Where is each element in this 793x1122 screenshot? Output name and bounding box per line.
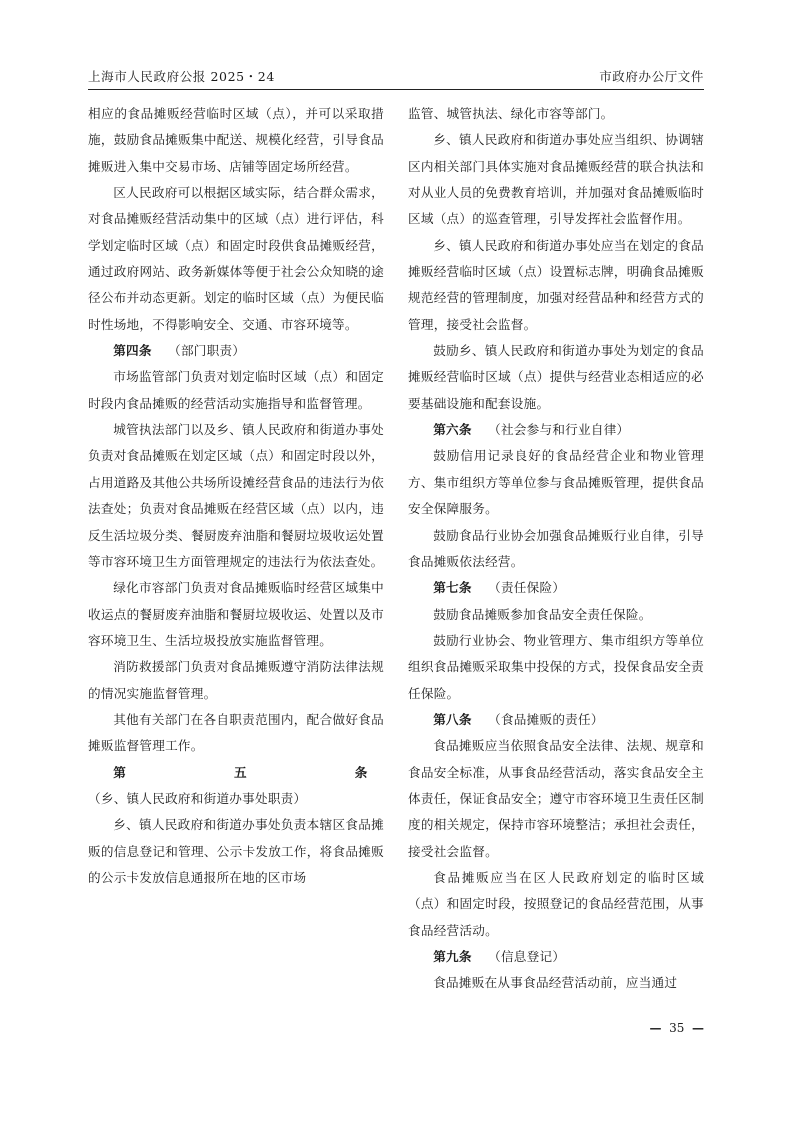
article-heading: [408, 944, 704, 970]
article-number: 第五条: [113, 764, 368, 780]
article-title: （部门职责）: [168, 343, 246, 359]
paragraph: 乡、镇人民政府和街道办事处应当组织、协调辖区内相关部门具体实施对食品摊贩经营的联合执法和对从业人员的免费教育培训，并加强对食品摊贩临时区域（点）的巡查管理，引导发挥社会监督作用。: [408, 132, 704, 227]
paragraph: 鼓励行业协会、物业管理方、集市组织方等单位组织食品摊贩采取集中投保的方式，投保食品安全责任保险。: [408, 632, 704, 701]
paragraph: 市场监管部门负责对划定临时区域（点）和固定时段内食品摊贩的经营活动实施指导和监督管理。: [88, 369, 384, 411]
article-number: 第九条: [433, 949, 472, 964]
article-heading: [408, 417, 704, 443]
article-number: 第七条: [433, 580, 472, 596]
paragraph: 食品摊贩应当在区人民政府划定的临时区域（点）和固定时段，按照登记的食品经营范围，从事食品经营活动。: [408, 869, 704, 938]
paragraph: 消防救援部门负责对食品摊贩遵守消防法律法规的情况实施监督管理。: [88, 659, 384, 701]
article-title: （信息登记）: [488, 949, 566, 964]
paragraph-continuation: 监管、城管执法、绿化市容等部门。: [408, 106, 614, 121]
footer-dash-left: —: [649, 1021, 662, 1035]
article-number: 第八条: [433, 711, 472, 727]
article-title: （社会参与和行业自律）: [488, 422, 630, 438]
article-heading: [408, 575, 704, 601]
paragraph: 乡、镇人民政府和街道办事处负责本辖区食品摊贩的信息登记和管理、公示卡发放工作，将食品摊贩的公示卡发放信息通报所在地的区市场: [88, 817, 384, 885]
article-heading: [88, 338, 384, 364]
left-text-column: [88, 101, 384, 891]
paragraph-continuation: 相应的食品摊贩经营临时区域（点），并可以采取措施，鼓励食品摊贩集中配送、规模化经营，引导食品摊贩进入集中交易市场、店铺等固定场所经营。: [88, 106, 384, 174]
article-number: 第六条: [433, 422, 472, 438]
header-divider: [88, 89, 704, 90]
right-text-column: [408, 101, 704, 997]
article-title: （食品摊贩的责任）: [488, 711, 604, 727]
paragraph: 区人民政府可以根据区域实际，结合群众需求，对食品摊贩经营活动集中的区域（点）进行评估，科学划定临时区域（点）和固定时段供食品摊贩经营，通过政府网站、政务新媒体等便于社会公众知晓的途径公布并动态更新。划定的临时区域（点）为便民临时性场地，不得影响安全、交通、市容环境等。: [88, 185, 384, 332]
paragraph: 城管执法部门以及乡、镇人民政府和街道办事处负责对食品摊贩在划定区域（点）和固定时段以外，占用道路及其他公共场所设摊经营食品的违法行为依法查处；负责对食品摊贩在经营区域（点）以内，违反生活垃圾分类、餐厨废弃油脂和餐厨垃圾收运处置等市容环境卫生方面管理规定的违法行为依法查处。: [88, 422, 384, 569]
paragraph: 鼓励信用记录良好的食品经营企业和物业管理方、集市组织方等单位参与食品摊贩管理，提供食品安全保障服务。: [408, 448, 704, 517]
paragraph: 鼓励乡、镇人民政府和街道办事处为划定的食品摊贩经营临时区域（点）提供与经营业态相适应的必要基础设施和配套设施。: [408, 343, 704, 411]
paragraph: 鼓励食品行业协会加强食品摊贩行业自律，引导食品摊贩依法经营。: [408, 527, 704, 569]
paragraph: 乡、镇人民政府和街道办事处应当在划定的食品摊贩经营临时区域（点）设置标志牌，明确食品摊贩规范经营的管理制度，加强对经营品种和经营方式的管理，接受社会监督。: [408, 237, 704, 332]
article-number: 第四条: [113, 343, 152, 359]
page-number: 35: [669, 1021, 685, 1035]
publication-title: 上海市人民政府公报 2025・24: [88, 69, 275, 84]
paragraph: 绿化市容部门负责对食品摊贩临时经营区域集中收运点的餐厨废弃油脂和餐厨垃圾收运、处置以及市容环境卫生、生活垃圾投放实施监督管理。: [88, 580, 384, 648]
paragraph: 鼓励食品摊贩参加食品安全责任保险。: [433, 606, 652, 622]
section-title: 市政府办公厅文件: [599, 69, 704, 84]
paragraph: 食品摊贩应当依照食品安全法律、法规、规章和食品安全标准，从事食品经营活动，落实食品安全主体责任，保证食品安全；遵守市容环境卫生责任区制度的相关规定，保持市容环境整洁；承担社会责任，接受社会监督。: [408, 738, 704, 859]
article-heading: [88, 760, 384, 813]
article-heading: [408, 707, 704, 733]
footer-dash-right: —: [692, 1021, 704, 1035]
paragraph: 其他有关部门在各自职责范围内，配合做好食品摊贩监督管理工作。: [88, 711, 384, 754]
article-title: （乡、镇人民政府和街道办事处职责）: [88, 790, 307, 806]
article-title: （责任保险）: [488, 580, 566, 596]
page-footer: [649, 1021, 704, 1035]
paragraph: 食品摊贩在从事食品经营活动前，应当通过: [433, 975, 678, 991]
